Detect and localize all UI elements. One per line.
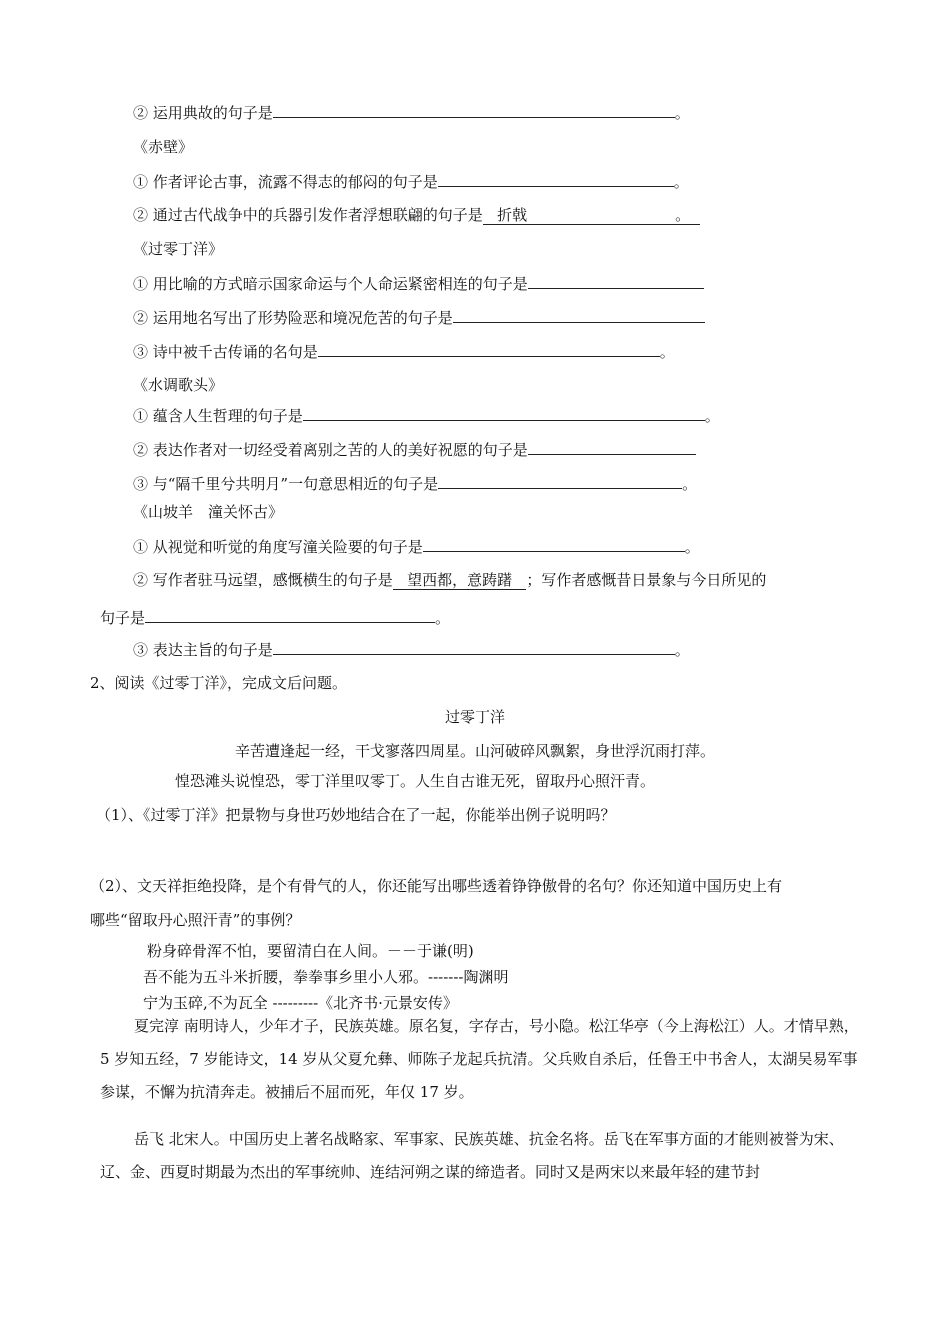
poem-title: 过零丁洋 xyxy=(444,708,505,726)
question-label: ① 作者评论古事，流露不得志的郁闷的句子是 xyxy=(133,173,438,191)
poem-title-chibi: 《赤壁》 xyxy=(133,138,194,156)
q2-heading: 2、阅读《过零丁洋》，完成文后问题。 xyxy=(90,674,348,692)
q1-line-shuidiao-2 xyxy=(133,440,696,459)
poem-line-1: 辛苦遭逢起一经，干戈寥落四周星。山河破碎风飘絮，身世浮沉雨打萍。 xyxy=(234,742,715,760)
q1-line-allusion xyxy=(133,103,690,122)
poem-title-guolingdingyang: 《过零丁洋》 xyxy=(133,240,224,258)
quote-yu-qian: 粉身碎骨浑不怕，要留清白在人间。－－于谦(明) xyxy=(147,942,474,960)
paragraph-yue-fei: 岳飞 北宋人。中国历史上著名战略家、军事家、民族英雄、抗金名将。岳飞在军事方面的才能则被誉为宋、辽、金、西夏时期最为杰出的军事统帅、连结河朔之谋的缔造者。同时又是两宋以来最年轻的建节封 xyxy=(100,1130,844,1181)
q1-line-shanpo-3 xyxy=(133,640,690,659)
question-label: ② 通过古代战争中的兵器引发作者浮想联翩的句子是 xyxy=(133,206,483,224)
answer-text: 折戟 xyxy=(497,206,528,224)
period: 。 xyxy=(682,475,698,493)
q1-line-shuidiao-1 xyxy=(133,406,720,425)
answer-blank[interactable] xyxy=(438,474,682,489)
answer-blank[interactable] xyxy=(303,406,705,421)
period: 。 xyxy=(704,407,720,425)
question-label: ① 蕴含人生哲理的句子是 xyxy=(133,407,303,425)
question-label-continued: ；写作者感慨昔日景象与今日所见的 xyxy=(526,571,767,589)
q1-line-shuidiao-3 xyxy=(133,474,697,493)
period: 。 xyxy=(675,206,691,224)
period: 。 xyxy=(674,641,690,659)
answer-blank[interactable] xyxy=(528,274,704,289)
question-label: ② 运用地名写出了形势险恶和境况危苦的句子是 xyxy=(133,309,453,327)
q1-line-guoling-1 xyxy=(133,274,704,293)
question-label: ② 写作者驻马远望，感慨横生的句子是 xyxy=(133,571,393,589)
poem-line-2: 惶恐滩头说惶恐，零丁洋里叹零丁。人生自古谁无死，留取丹心照汗青。 xyxy=(175,772,656,790)
question-label: ① 用比喻的方式暗示国家命运与个人命运紧密相连的句子是 xyxy=(133,275,528,293)
answer-blank[interactable] xyxy=(453,308,705,323)
poem-title-shuidiaogetou: 《水调歌头》 xyxy=(133,376,224,394)
q1-line-shanpo-2-cont xyxy=(100,608,450,627)
q1-line-guoling-2 xyxy=(133,308,705,327)
question-label: ① 从视觉和听觉的角度写潼关险要的句子是 xyxy=(133,538,423,556)
q2-subquestion-2-line2: 哪些“留取丹心照汗青”的事例？ xyxy=(90,911,301,929)
question-label: ② 表达作者对一切经受着离别之苦的人的美好祝愿的句子是 xyxy=(133,441,528,459)
question-label: ③ 诗中被千古传诵的名句是 xyxy=(133,343,318,361)
q1-line-chibi-1 xyxy=(133,172,689,191)
period: 。 xyxy=(435,609,451,627)
answer-blank[interactable] xyxy=(318,342,660,357)
q1-line-chibi-2 xyxy=(133,206,700,225)
answer-blank[interactable] xyxy=(145,608,435,623)
period: 。 xyxy=(674,104,690,122)
question-label: ③ 与“隔千里兮共明月”一句意思相近的句子是 xyxy=(133,475,439,493)
question-label: 句子是 xyxy=(100,609,146,627)
answer-blank[interactable] xyxy=(438,172,674,187)
quote-beiqishu: 宁为玉碎,不为瓦全 ---------《北齐书·元景安传》 xyxy=(143,994,458,1012)
answer-blank[interactable] xyxy=(528,440,696,455)
paragraph-xia-wanchun: 夏完淳 南明诗人，少年才子，民族英雄。原名复，字存古，号小隐。松江华亭（今上海松江）人。才情早熟，5 岁知五经，7 岁能诗文，14 岁从父夏允彝、师陈子龙起兵抗清。父兵败自杀后，任鲁王中书舍人，太湖吴易军事参谋，不懈为抗清奔走。被捕后不屈而死，年仅 17 岁。 xyxy=(100,1017,859,1101)
question-label: ② 运用典故的句子是 xyxy=(133,104,273,122)
question-label: ③ 表达主旨的句子是 xyxy=(133,641,273,659)
q2-subquestion-1: （1）、《过零丁洋》把景物与身世巧妙地结合在了一起，你能举出例子说明吗？ xyxy=(96,806,616,824)
period: 。 xyxy=(684,538,700,556)
period: 。 xyxy=(673,173,689,191)
q2-subquestion-2-line1: （2）、文天祥拒绝投降，是个有骨气的人，你还能写出哪些透着铮铮傲骨的名句？你还知道中国历史上有 xyxy=(90,877,783,895)
answer-filled[interactable] xyxy=(393,571,527,590)
q1-line-guoling-3 xyxy=(133,342,675,361)
answer-blank[interactable] xyxy=(273,103,675,118)
q1-line-shanpo-1 xyxy=(133,537,700,556)
answer-blank[interactable] xyxy=(273,640,675,655)
period: 。 xyxy=(659,343,675,361)
answer-filled[interactable] xyxy=(483,206,700,225)
answer-blank[interactable] xyxy=(423,537,685,552)
q1-line-shanpo-2 xyxy=(133,571,766,590)
quote-tao-yuanming: 吾不能为五斗米折腰，拳拳事乡里小人邪。-------陶渊明 xyxy=(143,968,509,986)
answer-text: 望西都，意踌躇 xyxy=(407,571,513,589)
poem-title-shanpoyang: 《山坡羊 潼关怀古》 xyxy=(133,503,284,521)
